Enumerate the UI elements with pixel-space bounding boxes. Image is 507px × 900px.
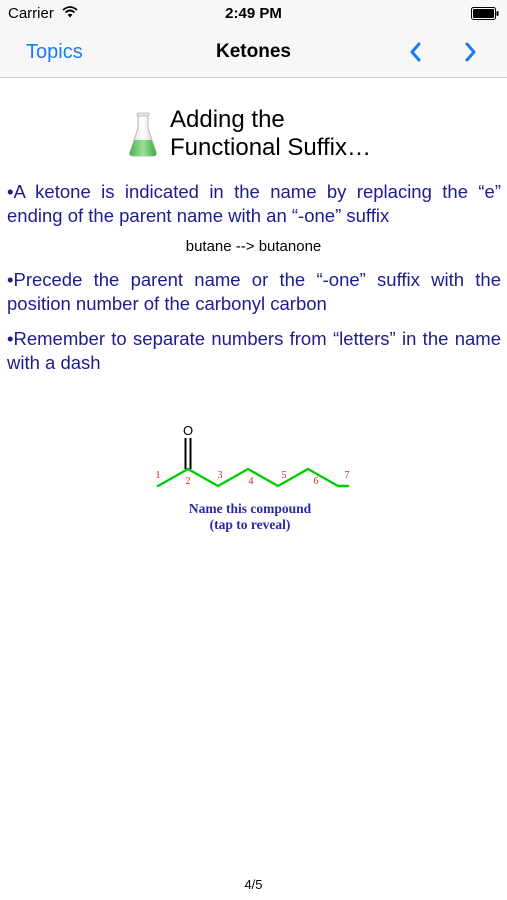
chevron-right-icon[interactable] (458, 39, 482, 65)
status-time: 2:49 PM (225, 5, 282, 22)
ketone-structure (150, 420, 360, 500)
example-text: butane --> butanone (185, 238, 322, 255)
page-title: Ketones (216, 41, 291, 62)
bullet-paragraph: •Precede the parent name or the “-one” suffix with the position number of the carbonyl carbon (7, 269, 501, 314)
heading-line-1: Adding the (170, 106, 285, 133)
carbon-number: 4 (248, 476, 254, 487)
reveal-line-1: Name this compound (188, 501, 312, 516)
navigation-bar (0, 26, 507, 78)
carbon-number: 2 (185, 476, 191, 487)
topics-back-button[interactable]: Topics (26, 41, 83, 63)
status-bar (0, 0, 507, 26)
page-indicator: 4/5 (244, 877, 263, 892)
reveal-answer-button[interactable] (150, 501, 350, 533)
bullet-paragraph: •A ketone is indicated in the name by replacing the “e” ending of the parent name with an “-one” suffix (7, 181, 501, 226)
carbon-number: 1 (155, 470, 161, 481)
carrier-label: Carrier (8, 5, 54, 22)
battery-icon (471, 7, 499, 20)
carbon-number: 7 (344, 470, 350, 481)
bullet-paragraph: •Remember to separate numbers from “letters” in the name with a dash (7, 328, 501, 373)
reveal-line-2: (tap to reveal) (209, 517, 291, 532)
carbon-number: 5 (281, 470, 287, 481)
oxygen-label: O (182, 423, 194, 438)
carbon-number: 6 (313, 476, 319, 487)
carbon-number: 3 (217, 470, 223, 481)
heading-line-2: Functional Suffix… (170, 134, 371, 161)
section-heading (128, 106, 428, 166)
chevron-left-icon[interactable] (404, 39, 428, 65)
flask-icon (128, 112, 158, 158)
